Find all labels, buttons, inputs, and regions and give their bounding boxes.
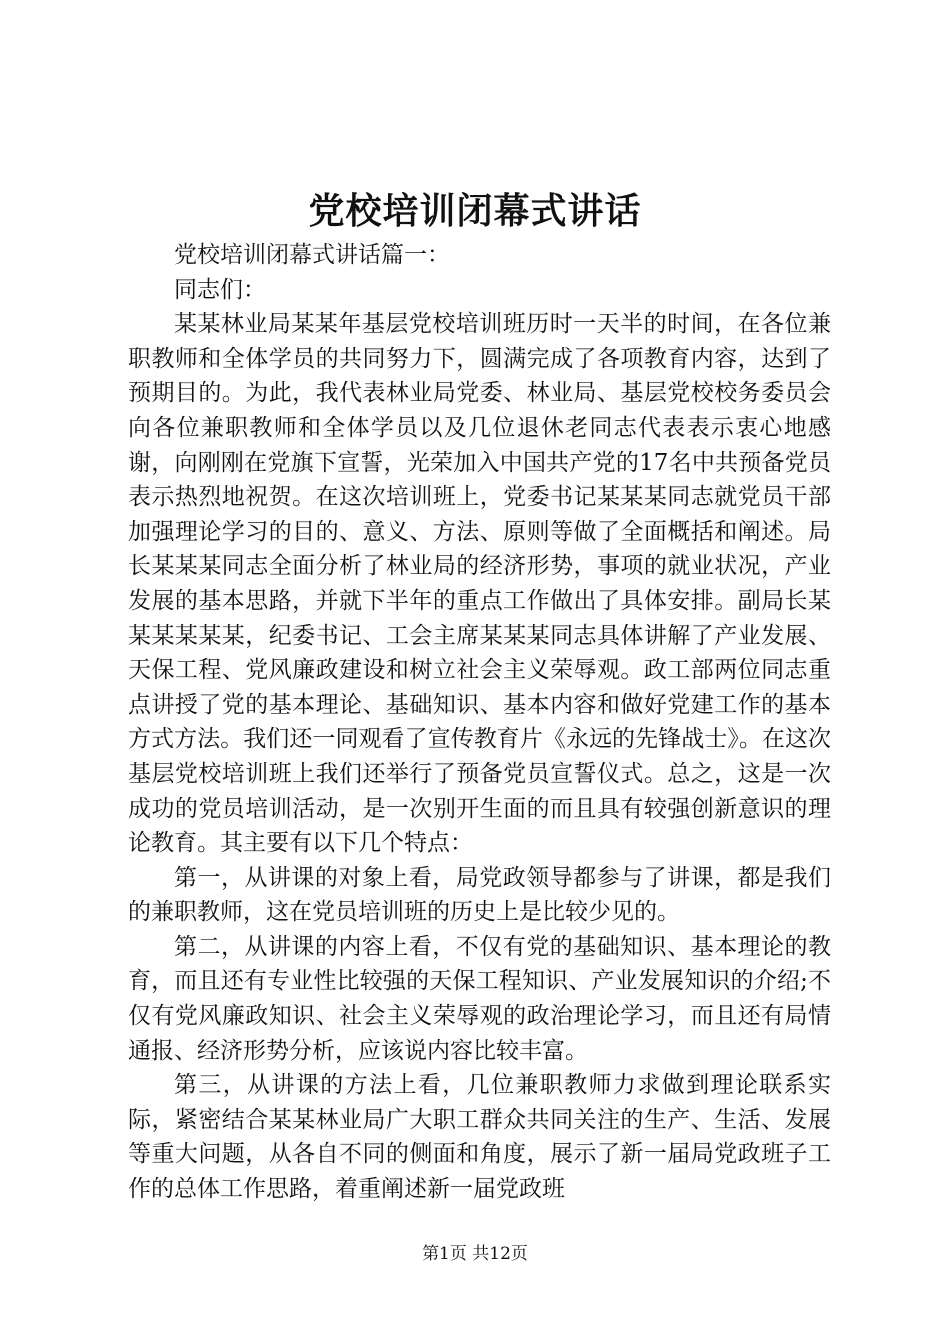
section-heading: 党校培训闭幕式讲话篇一： [174, 242, 450, 268]
body-paragraph: 第二，从讲课的内容上看，不仅有党的基础知识、基本理论的教育，而且还有专业性比较强的天保工程知识、产业发展知识的介绍;不仅有党风廉政知识、社会主义荣辱观的政治理论学习，而且还有局情通报、经济形势分析，应该说内容比较丰富。 [128, 933, 831, 1064]
salutation: 同志们： [174, 276, 266, 303]
body-paragraph: 某某林业局某某年基层党校培训班历时一天半的时间，在各位兼职教师和全体学员的共同努力下，圆满完成了各项教育内容，达到了预期目的。为此，我代表林业局党委、林业局、基层党校校务委员会向各位兼职教师和全体学员以及几位退休老同志代表表示衷心地感谢，向刚刚在党旗下宣誓，光荣加入中国共产党的17名中共预备党员表示热烈地祝贺。在这次培训班上，党委书记某某某同志就党员干部加强理论学习的目的、意义、方法、原则等做了全面概括和阐述。局长某某某同志全面分析了林业局的经济形势，事项的就业状况，产业发展的基本思路，并就下半年的重点工作做出了具体安排。副局长某某某某某某，纪委书记、工会主席某某某同志具体讲解了产业发展、天保工程、党风廉政建设和树立社会主义荣辱观。政工部两位同志重点讲授了党的基本理论、基础知识、基本内容和做好党建工作的基本方式方法。我们还一同观看了宣传教育片《永远的先锋战士》。在这次基层党校培训班上我们还举行了预备党员宣誓仪式。总之，这是一次成功的党员培训活动，是一次别开生面的而且具有较强创新意识的理论教育。其主要有以下几个特点： [128, 311, 831, 857]
page-footer: 第1页 共12页 [422, 1244, 528, 1264]
document-title: 党校培训闭幕式讲话 [308, 190, 642, 232]
body-paragraph: 第三，从讲课的方法上看，几位兼职教师力求做到理论联系实际，紧密结合某某林业局广大职工群众共同关注的生产、生活、发展等重大问题，从各自不同的侧面和角度，展示了新一届局党政班子工作的总体工作思路，着重阐述新一届党政班 [128, 1072, 831, 1203]
body-paragraph: 第一，从讲课的对象上看，局党政领导都参与了讲课，都是我们的兼职教师，这在党员培训班的历史上是比较少见的。 [128, 864, 831, 926]
document-body [128, 238, 831, 1207]
